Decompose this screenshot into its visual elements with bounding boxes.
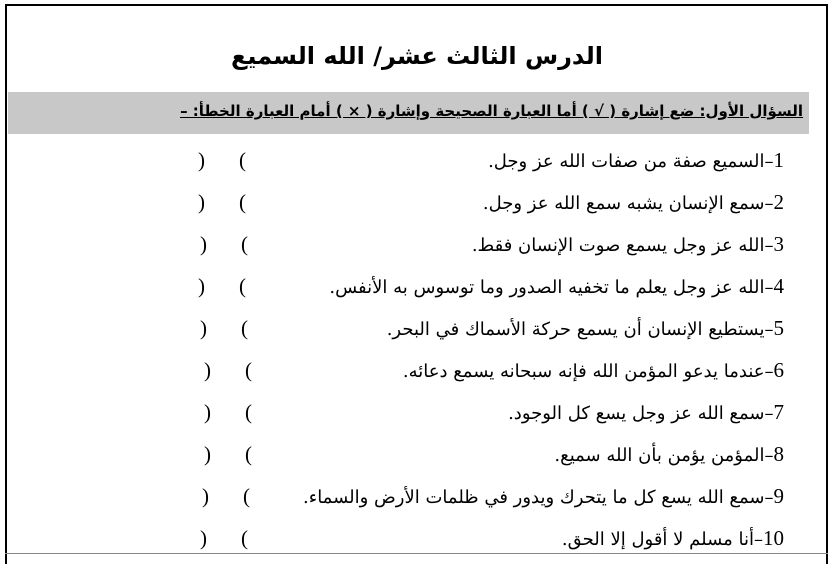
answer-close-paren: ( [239,274,246,298]
statement-number: 5 [773,316,784,340]
statement-number: 10 [763,526,784,550]
answer-open-paren: ) [204,400,211,424]
answer-close-paren: ( [241,526,248,550]
statement: 3–الله عز وجل يسمع صوت الإنسان فقط. [471,232,784,256]
answer-box[interactable] [200,229,248,259]
statement: 10–أنا مسلم لا أقول إلا الحق. [561,526,784,550]
statement-item [0,265,834,307]
statement-item [0,307,834,349]
answer-close-paren: ( [245,400,252,424]
statement-item [0,139,834,181]
lesson-title: الدرس الثالث عشر/ الله السميع [231,42,603,70]
statement-text: سمع الله يسع كل ما يتحرك ويدور في ظلمات الأرض والسماء. [303,487,765,508]
statement-text: الله عز وجل يعلم ما تخفيه الصدور وما توسوس به الأنفس. [329,277,765,298]
answer-box[interactable] [198,271,246,301]
answer-open-paren: ) [202,484,209,508]
statement: 8–المؤمن يؤمن بأن الله سميع. [554,442,784,466]
statement-text: يستطيع الإنسان أن يسمع حركة الأسماك في البحر. [386,319,765,340]
answer-box[interactable] [204,355,252,385]
answer-close-paren: ( [245,358,252,382]
answer-close-paren: ( [239,148,246,172]
statement: 6–عندما يدعو المؤمن الله فإنه سبحانه يسمع دعائه. [402,358,784,382]
answer-box[interactable] [200,523,248,553]
statement-item [0,433,834,475]
bottom-divider [5,553,828,554]
statement-number: 2 [773,190,784,214]
statement-item [0,181,834,223]
answer-box[interactable] [204,439,252,469]
statement-number: 9 [773,484,784,508]
statement-item [0,391,834,433]
answer-box[interactable] [202,481,250,511]
answer-box[interactable] [204,397,252,427]
statement-number: 1 [773,148,784,172]
answer-open-paren: ) [200,316,207,340]
answer-close-paren: ( [243,484,250,508]
statement-text: أنا مسلم لا أقول إلا الحق. [561,529,754,550]
statement-number: 3 [773,232,784,256]
statement-number: 6 [773,358,784,382]
question-heading-bar [8,92,809,134]
statement: 2–سمع الإنسان يشبه سمع الله عز وجل. [482,190,784,214]
statement-item [0,349,834,391]
answer-close-paren: ( [239,190,246,214]
statement-number: 7 [773,400,784,424]
statement-text: سمع الإنسان يشبه سمع الله عز وجل. [482,193,765,214]
answer-open-paren: ) [200,232,207,256]
question-heading: السؤال الأول: ضع إشارة ( √ ) أما العبارة الصحيحة وإشارة ( × ) أمام العبارة الخطأ: – [180,102,803,120]
answer-close-paren: ( [241,316,248,340]
statement-text: المؤمن يؤمن بأن الله سميع. [554,445,765,466]
statement-item [0,475,834,517]
answer-box[interactable] [198,187,246,217]
statement: 7–سمع الله عز وجل يسع كل الوجود. [508,400,784,424]
statement-number: 4 [773,274,784,298]
statement: 9–سمع الله يسع كل ما يتحرك ويدور في ظلمات الأرض والسماء. [303,484,784,508]
answer-open-paren: ) [198,274,205,298]
answer-open-paren: ) [198,148,205,172]
answer-open-paren: ) [200,526,207,550]
statement: 1–السميع صفة من صفات الله عز وجل. [488,148,784,172]
statement: 5–يستطيع الإنسان أن يسمع حركة الأسماك في البحر. [386,316,784,340]
answer-open-paren: ) [204,442,211,466]
statement: 4–الله عز وجل يعلم ما تخفيه الصدور وما توسوس به الأنفس. [329,274,784,298]
statement-text: سمع الله عز وجل يسع كل الوجود. [508,403,765,424]
statement-text: السميع صفة من صفات الله عز وجل. [488,151,765,172]
answer-box[interactable] [198,145,246,175]
answer-close-paren: ( [245,442,252,466]
statement-item [0,223,834,265]
answer-close-paren: ( [241,232,248,256]
answer-box[interactable] [200,313,248,343]
statement-text: عندما يدعو المؤمن الله فإنه سبحانه يسمع دعائه. [402,361,765,382]
statement-text: الله عز وجل يسمع صوت الإنسان فقط. [471,235,765,256]
answer-open-paren: ) [204,358,211,382]
statement-number: 8 [773,442,784,466]
answer-open-paren: ) [198,190,205,214]
